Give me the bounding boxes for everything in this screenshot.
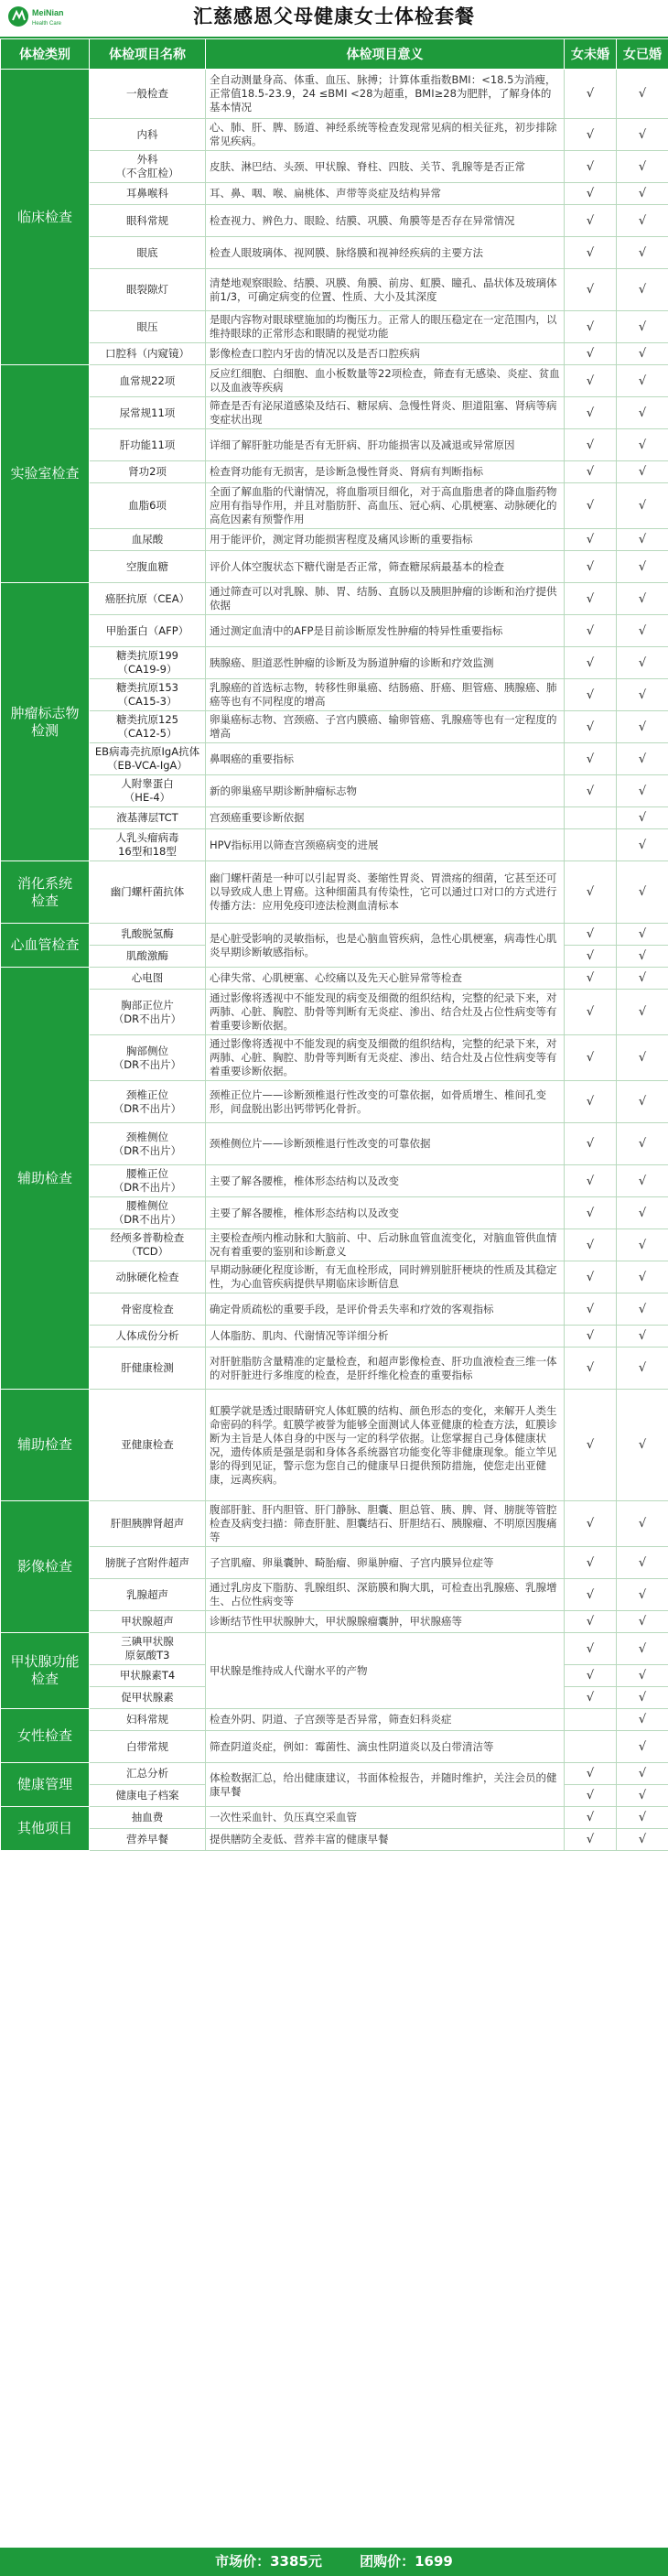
table-row bbox=[1, 1731, 668, 1763]
married-check: √ bbox=[617, 1081, 668, 1123]
married-check: √ bbox=[617, 429, 668, 461]
table-row bbox=[1, 461, 668, 483]
exam-item-name: 甲胎蛋白（AFP） bbox=[90, 615, 206, 647]
exam-item-name: 甲状腺超声 bbox=[90, 1611, 206, 1633]
exam-item-name: 骨密度检查 bbox=[90, 1293, 206, 1326]
exam-item-meaning: 体检数据汇总，给出健康建议，书面体检报告，并随时维护，关注会员的健康早餐 bbox=[206, 1763, 565, 1807]
exam-item-meaning: 卵巢癌标志物、宫颈癌、子宫内膜癌、输卵管癌、乳腺癌等也有一定程度的增高 bbox=[206, 711, 565, 743]
exam-item-meaning: 腹部肝脏、肝内胆管、肝门静脉、胆囊、胆总管、胰、脾、肾、膀胱等管腔检查及病变扫描：筛查肝脏、胆囊结石、肝胆结石、胰腺瘤、不明原因腹痛等 bbox=[206, 1501, 565, 1547]
unmarried-check: √ bbox=[565, 183, 617, 205]
unmarried-check: √ bbox=[565, 551, 617, 583]
exam-item-meaning: 主要了解各腰椎，椎体形态结构以及改变 bbox=[206, 1165, 565, 1197]
unmarried-check: √ bbox=[565, 205, 617, 237]
table-row bbox=[1, 1763, 668, 1785]
married-check: √ bbox=[617, 365, 668, 397]
exam-item-name: 眼裂隙灯 bbox=[90, 269, 206, 311]
exam-item-meaning: 人体脂肪、肌肉、代谢情况等详细分析 bbox=[206, 1326, 565, 1348]
exam-item-meaning: 乳腺癌的首选标志物，转移性卵巢癌、结肠癌、肝癌、胆管癌、胰腺癌、肺癌等也有不同程度的增高 bbox=[206, 679, 565, 711]
table-row bbox=[1, 1829, 668, 1851]
exam-item-name: 肝健康检测 bbox=[90, 1348, 206, 1390]
unmarried-check: √ bbox=[565, 1633, 617, 1665]
married-check: √ bbox=[617, 119, 668, 151]
unmarried-check: √ bbox=[565, 1293, 617, 1326]
married-check: √ bbox=[617, 711, 668, 743]
exam-item-name: 胸部正位片 （DR不出片） bbox=[90, 990, 206, 1035]
exam-item-name: 肌酸激酶 bbox=[90, 946, 206, 968]
exam-item-meaning: 心、肺、肝、脾、肠道、神经系统等检查发现常见病的相关征兆，初步排除常见疾病。 bbox=[206, 119, 565, 151]
exam-item-meaning: 检查外阴、阴道、子宫颈等是否异常，筛查妇科炎症 bbox=[206, 1709, 565, 1731]
exam-item-meaning: 通过乳房皮下脂肪、乳腺组织、深筋膜和胸大肌，可检查出乳腺癌、乳腺增生、占位性病变等 bbox=[206, 1579, 565, 1611]
table-row bbox=[1, 1709, 668, 1731]
married-check: √ bbox=[617, 397, 668, 429]
unmarried-check: √ bbox=[565, 1807, 617, 1829]
table-row bbox=[1, 1261, 668, 1293]
exam-item-meaning: 心律失常、心肌梗塞、心绞痛以及先天心脏异常等检查 bbox=[206, 968, 565, 990]
table-row bbox=[1, 205, 668, 237]
table-row bbox=[1, 1807, 668, 1829]
married-check: √ bbox=[617, 924, 668, 946]
exam-item-name: 眼压 bbox=[90, 311, 206, 343]
unmarried-check: √ bbox=[565, 1326, 617, 1348]
married-check: √ bbox=[617, 1807, 668, 1829]
exam-item-name: 腰椎侧位 （DR不出片） bbox=[90, 1197, 206, 1229]
unmarried-check: √ bbox=[565, 679, 617, 711]
married-check: √ bbox=[617, 1293, 668, 1326]
exam-item-name: 糖类抗原125 （CA12-5） bbox=[90, 711, 206, 743]
exam-item-name: 乳腺超声 bbox=[90, 1579, 206, 1611]
exam-item-name: 膀胱子宫附件超声 bbox=[90, 1547, 206, 1579]
exam-item-name: 血脂6项 bbox=[90, 483, 206, 529]
exam-item-meaning: 通过筛查可以对乳腺、肺、胃、结肠、直肠以及胰胆肿瘤的诊断和治疗提供依据 bbox=[206, 583, 565, 615]
table-row bbox=[1, 615, 668, 647]
exam-item-meaning: 对肝脏脂肪含量精准的定量检查，和超声影像检查、肝功血液检查三维一体的对肝脏进行多维度的检查，是肝纤维化检查的重要指标 bbox=[206, 1348, 565, 1390]
unmarried-check: √ bbox=[565, 1165, 617, 1197]
exam-item-meaning: 耳、鼻、咽、喉、扁桃体、声带等炎症及结构异常 bbox=[206, 183, 565, 205]
header-item: 体检项目名称 bbox=[90, 39, 206, 70]
exam-item-name: 动脉硬化检查 bbox=[90, 1261, 206, 1293]
header-meaning: 体检项目意义 bbox=[206, 39, 565, 70]
married-check: √ bbox=[617, 1165, 668, 1197]
unmarried-check: √ bbox=[565, 461, 617, 483]
exam-item-meaning: 胰腺癌、胆道恶性肿瘤的诊断及为肠道肿瘤的诊断和疗效监测 bbox=[206, 647, 565, 679]
unmarried-check: √ bbox=[565, 615, 617, 647]
unmarried-check: √ bbox=[565, 237, 617, 269]
married-check: √ bbox=[617, 343, 668, 365]
exam-item-name: 内科 bbox=[90, 119, 206, 151]
table-row bbox=[1, 529, 668, 551]
exam-item-name: 经颅多普勒检查 （TCD） bbox=[90, 1229, 206, 1261]
unmarried-check: √ bbox=[565, 1123, 617, 1165]
exam-item-meaning: 评价人体空腹状态下糖代谢是否正常，筛查糖尿病最基本的检查 bbox=[206, 551, 565, 583]
unmarried-check: √ bbox=[565, 1579, 617, 1611]
unmarried-check: √ bbox=[565, 311, 617, 343]
exam-item-name: 血常规22项 bbox=[90, 365, 206, 397]
exam-item-meaning: 主要检查颅内椎动脉和大脑前、中、后动脉血管血流变化，对脑血管供血情况有着重要的鉴别和诊断意义 bbox=[206, 1229, 565, 1261]
married-check: √ bbox=[617, 1579, 668, 1611]
exam-item-meaning: 筛查是否有泌尿道感染及结石、糖尿病、急慢性肾炎、胆道阻塞、肾病等病变症状出现 bbox=[206, 397, 565, 429]
exam-item-name: 外科 （不含肛检） bbox=[90, 151, 206, 183]
exam-item-name: EB病毒壳抗原IgA抗体（EB-VCA-IgA） bbox=[90, 743, 206, 775]
category-cell: 辅助检查 bbox=[1, 1390, 90, 1501]
unmarried-check: √ bbox=[565, 1611, 617, 1633]
table-row bbox=[1, 269, 668, 311]
exam-item-name: 眼科常规 bbox=[90, 205, 206, 237]
married-check: √ bbox=[617, 861, 668, 924]
married-check: √ bbox=[617, 807, 668, 829]
married-check: √ bbox=[617, 647, 668, 679]
table-row bbox=[1, 1633, 668, 1665]
exam-item-meaning: 诊断结节性甲状腺肿大，甲状腺腺瘤囊肿，甲状腺癌等 bbox=[206, 1611, 565, 1633]
table-row bbox=[1, 483, 668, 529]
table-row bbox=[1, 1501, 668, 1547]
exam-item-name: 营养早餐 bbox=[90, 1829, 206, 1851]
exam-item-meaning: 用于能评价，测定肾功能损害程度及痛风诊断的重要指标 bbox=[206, 529, 565, 551]
table-header-row bbox=[1, 39, 668, 70]
exam-package-table bbox=[0, 38, 668, 1851]
married-check: √ bbox=[617, 1687, 668, 1709]
exam-item-meaning: 宫颈癌重要诊断依据 bbox=[206, 807, 565, 829]
married-check: √ bbox=[617, 311, 668, 343]
exam-item-name: 肝胆胰脾肾超声 bbox=[90, 1501, 206, 1547]
exam-item-meaning: 颈椎正位片——诊断颈椎退行性改变的可靠依据，如骨质增生、椎间孔变形，间盘脱出影出钙带钙化骨折。 bbox=[206, 1081, 565, 1123]
table-row bbox=[1, 861, 668, 924]
exam-item-name: 血尿酸 bbox=[90, 529, 206, 551]
svg-text:Health Care: Health Care bbox=[32, 21, 62, 27]
table-row bbox=[1, 1326, 668, 1348]
exam-item-meaning: 全自动测量身高、体重、血压、脉搏；计算体重指数BMI：<18.5为消瘦，正常值18.5-23.9，24 ≤BMI <28为超重，BMI≥28为肥胖，了解身体的基本情况 bbox=[206, 70, 565, 119]
table-row bbox=[1, 968, 668, 990]
unmarried-check: √ bbox=[565, 269, 617, 311]
exam-item-name: 肾功2项 bbox=[90, 461, 206, 483]
unmarried-check bbox=[565, 829, 617, 861]
category-cell: 影像检查 bbox=[1, 1501, 90, 1633]
married-check: √ bbox=[617, 205, 668, 237]
exam-item-name: 颈椎正位 （DR不出片） bbox=[90, 1081, 206, 1123]
unmarried-check: √ bbox=[565, 1501, 617, 1547]
category-cell: 其他项目 bbox=[1, 1807, 90, 1851]
exam-item-name: 糖类抗原153 （CA15-3） bbox=[90, 679, 206, 711]
exam-item-name: 口腔科（内窥镜） bbox=[90, 343, 206, 365]
table-row bbox=[1, 743, 668, 775]
married-check: √ bbox=[617, 829, 668, 861]
unmarried-check: √ bbox=[565, 70, 617, 119]
exam-item-name: 三碘甲状腺 原氨酸T3 bbox=[90, 1633, 206, 1665]
married-check: √ bbox=[617, 529, 668, 551]
married-check: √ bbox=[617, 1123, 668, 1165]
exam-item-meaning: 反应红细胞、白细胞、血小板数量等22项检查，筛查有无感染、炎症、贫血以及血液等疾病 bbox=[206, 365, 565, 397]
married-check: √ bbox=[617, 1348, 668, 1390]
married-check: √ bbox=[617, 1197, 668, 1229]
table-row bbox=[1, 1123, 668, 1165]
group-price: 团购价：1699 bbox=[360, 2553, 453, 2570]
category-cell: 甲状腺功能 检查 bbox=[1, 1633, 90, 1709]
married-check: √ bbox=[617, 1665, 668, 1687]
category-cell: 健康管理 bbox=[1, 1763, 90, 1807]
unmarried-check: √ bbox=[565, 343, 617, 365]
exam-item-name: 眼底 bbox=[90, 237, 206, 269]
unmarried-check: √ bbox=[565, 1229, 617, 1261]
table-body bbox=[1, 70, 668, 1851]
exam-item-name: 颈椎侧位 （DR不出片） bbox=[90, 1123, 206, 1165]
unmarried-check: √ bbox=[565, 1687, 617, 1709]
married-check: √ bbox=[617, 679, 668, 711]
table-row bbox=[1, 990, 668, 1035]
table-row bbox=[1, 1229, 668, 1261]
table-row bbox=[1, 397, 668, 429]
married-check: √ bbox=[617, 1261, 668, 1293]
exam-item-meaning: 检查视力、辨色力、眼睑、结膜、巩膜、角膜等是否存在异常情况 bbox=[206, 205, 565, 237]
married-check: √ bbox=[617, 1547, 668, 1579]
unmarried-check: √ bbox=[565, 1348, 617, 1390]
married-check: √ bbox=[617, 483, 668, 529]
table-row bbox=[1, 1390, 668, 1501]
exam-item-name: 抽血费 bbox=[90, 1807, 206, 1829]
exam-item-meaning: 是眼内容物对眼球壁施加的均衡压力。正常人的眼压稳定在一定范围内，以维持眼球的正常形态和眼睛的视觉功能 bbox=[206, 311, 565, 343]
exam-item-meaning: 一次性采血针、负压真空采血管 bbox=[206, 1807, 565, 1829]
married-check: √ bbox=[617, 775, 668, 807]
married-check: √ bbox=[617, 1731, 668, 1763]
exam-item-name: 人乳头瘤病毒 16型和18型 bbox=[90, 829, 206, 861]
category-cell: 临床检查 bbox=[1, 70, 90, 365]
exam-item-name: 幽门螺杆菌抗体 bbox=[90, 861, 206, 924]
exam-item-meaning: 是心脏受影响的灵敏指标，也是心脑血管疾病，急性心肌梗塞，病毒性心肌炎早期诊断敏感指标。 bbox=[206, 924, 565, 968]
exam-item-name: 耳鼻喉科 bbox=[90, 183, 206, 205]
unmarried-check: √ bbox=[565, 861, 617, 924]
married-check: √ bbox=[617, 990, 668, 1035]
category-cell: 实验室检查 bbox=[1, 365, 90, 583]
married-check: √ bbox=[617, 1829, 668, 1851]
table-row bbox=[1, 1197, 668, 1229]
unmarried-check bbox=[565, 1731, 617, 1763]
market-price: 市场价：3385元 bbox=[215, 2553, 322, 2570]
unmarried-check: √ bbox=[565, 1390, 617, 1501]
table-row bbox=[1, 70, 668, 119]
exam-item-name: 胸部侧位 （DR不出片） bbox=[90, 1035, 206, 1081]
exam-item-meaning: 皮肤、淋巴结、头颈、甲状腺、脊柱、四肢、关节、乳腺等是否正常 bbox=[206, 151, 565, 183]
table-row bbox=[1, 1293, 668, 1326]
married-check: √ bbox=[617, 1785, 668, 1807]
married-check: √ bbox=[617, 1501, 668, 1547]
married-check: √ bbox=[617, 1709, 668, 1731]
category-cell: 肿瘤标志物 检测 bbox=[1, 583, 90, 861]
table-row bbox=[1, 711, 668, 743]
table-row bbox=[1, 311, 668, 343]
table-row bbox=[1, 119, 668, 151]
exam-item-name: 尿常规11项 bbox=[90, 397, 206, 429]
unmarried-check: √ bbox=[565, 583, 617, 615]
exam-item-meaning: 通过影像将透视中不能发现的病变及细微的组织结构，完整的纪录下来，对两肺、心脏、胸腔、肋骨等判断有无炎症、渗出、结合灶及占位性病变等有着重要诊断依据。 bbox=[206, 1035, 565, 1081]
table-row bbox=[1, 365, 668, 397]
exam-item-name: 人体成份分析 bbox=[90, 1326, 206, 1348]
exam-item-meaning: 子宫肌瘤、卵巢囊肿、畸胎瘤、卵巢肿瘤、子宫内膜异位症等 bbox=[206, 1547, 565, 1579]
married-check: √ bbox=[617, 1611, 668, 1633]
married-check: √ bbox=[617, 151, 668, 183]
exam-item-name: 促甲状腺素 bbox=[90, 1687, 206, 1709]
table-row bbox=[1, 151, 668, 183]
married-check: √ bbox=[617, 1633, 668, 1665]
table-row bbox=[1, 775, 668, 807]
unmarried-check bbox=[565, 807, 617, 829]
unmarried-check: √ bbox=[565, 946, 617, 968]
exam-item-name: 亚健康检查 bbox=[90, 1390, 206, 1501]
table-row bbox=[1, 343, 668, 365]
exam-item-meaning: 筛查阴道炎症，例如：霉菌性、滴虫性阴道炎以及白带清洁等 bbox=[206, 1731, 565, 1763]
exam-item-name: 甲状腺素T4 bbox=[90, 1665, 206, 1687]
table-row bbox=[1, 1611, 668, 1633]
exam-item-meaning: 新的卵巢癌早期诊断肿瘤标志物 bbox=[206, 775, 565, 807]
exam-item-meaning: 详细了解肝脏功能是否有无肝病、肝功能损害以及减退或异常原因 bbox=[206, 429, 565, 461]
table-row bbox=[1, 237, 668, 269]
category-cell: 心血管检查 bbox=[1, 924, 90, 968]
exam-item-name: 白带常规 bbox=[90, 1731, 206, 1763]
table-row bbox=[1, 807, 668, 829]
exam-item-meaning: 幽门螺杆菌是一种可以引起胃炎、萎缩性胃炎、胃溃疡的细菌，它甚至还可以导致成人患上胃癌。这种细菌具有传染性，它可以通过口对口的方式进行传播方法：应用免疫印迹法检测血清标本 bbox=[206, 861, 565, 924]
exam-item-name: 一般检查 bbox=[90, 70, 206, 119]
exam-item-name: 糖类抗原199 （CA19-9） bbox=[90, 647, 206, 679]
table-row bbox=[1, 1035, 668, 1081]
table-row bbox=[1, 647, 668, 679]
married-check: √ bbox=[617, 743, 668, 775]
unmarried-check: √ bbox=[565, 1261, 617, 1293]
married-check: √ bbox=[617, 237, 668, 269]
exam-item-meaning: 提供膳防全麦低、营养丰富的健康早餐 bbox=[206, 1829, 565, 1851]
unmarried-check bbox=[565, 1709, 617, 1731]
exam-item-meaning: 主要了解各腰椎，椎体形态结构以及改变 bbox=[206, 1197, 565, 1229]
table-row bbox=[1, 924, 668, 946]
exam-item-name: 心电图 bbox=[90, 968, 206, 990]
unmarried-check: √ bbox=[565, 483, 617, 529]
price-footer bbox=[0, 2548, 668, 2576]
exam-item-name: 人附睾蛋白 （HE-4） bbox=[90, 775, 206, 807]
header bbox=[0, 0, 668, 38]
unmarried-check: √ bbox=[565, 775, 617, 807]
unmarried-check: √ bbox=[565, 743, 617, 775]
exam-item-name: 健康电子档案 bbox=[90, 1785, 206, 1807]
exam-item-meaning: 确定骨质疏松的重要手段，是评价骨丢失率和疗效的客观指标 bbox=[206, 1293, 565, 1326]
category-cell: 女性检查 bbox=[1, 1709, 90, 1763]
unmarried-check: √ bbox=[565, 1547, 617, 1579]
unmarried-check: √ bbox=[565, 1829, 617, 1851]
exam-item-meaning: 检查人眼玻璃体、视网膜、脉络膜和视神经疾病的主要方法 bbox=[206, 237, 565, 269]
exam-item-name: 汇总分析 bbox=[90, 1763, 206, 1785]
header-unmarried: 女未婚 bbox=[565, 39, 617, 70]
exam-item-name: 腰椎正位 （DR不出片） bbox=[90, 1165, 206, 1197]
exam-item-name: 空腹血糖 bbox=[90, 551, 206, 583]
table-row bbox=[1, 1348, 668, 1390]
table-row bbox=[1, 551, 668, 583]
table-row bbox=[1, 1081, 668, 1123]
exam-item-meaning: 早期动脉硬化程度诊断，有无血栓形成，同时辨别脏肝梗块的性质及其稳定性，为心血管疾病提供早期临床诊断信息 bbox=[206, 1261, 565, 1293]
unmarried-check: √ bbox=[565, 429, 617, 461]
table-row bbox=[1, 829, 668, 861]
unmarried-check: √ bbox=[565, 1763, 617, 1785]
exam-item-meaning: 鼻咽癌的重要指标 bbox=[206, 743, 565, 775]
table-row bbox=[1, 1547, 668, 1579]
page-title: 汇慈感恩父母健康女士体检套餐 bbox=[193, 5, 475, 27]
table-row bbox=[1, 679, 668, 711]
married-check: √ bbox=[617, 551, 668, 583]
table-row bbox=[1, 183, 668, 205]
unmarried-check: √ bbox=[565, 1035, 617, 1081]
unmarried-check: √ bbox=[565, 151, 617, 183]
unmarried-check: √ bbox=[565, 711, 617, 743]
married-check: √ bbox=[617, 968, 668, 990]
exam-item-meaning: 通过影像将透视中不能发现的病变及细微的组织结构，完整的纪录下来，对两肺、心脏、胸腔、肋骨等判断有无炎症、渗出、结合灶及占位性病变等有着重要诊断依据。 bbox=[206, 990, 565, 1035]
unmarried-check: √ bbox=[565, 990, 617, 1035]
exam-item-name: 乳酸脱氢酶 bbox=[90, 924, 206, 946]
exam-item-meaning: 检查肾功能有无损害，是诊断急慢性肾炎、肾病有判断指标 bbox=[206, 461, 565, 483]
category-cell: 消化系统 检查 bbox=[1, 861, 90, 924]
exam-item-name: 妇科常规 bbox=[90, 1709, 206, 1731]
table-row bbox=[1, 1165, 668, 1197]
married-check: √ bbox=[617, 615, 668, 647]
married-check: √ bbox=[617, 946, 668, 968]
married-check: √ bbox=[617, 1390, 668, 1501]
table-row bbox=[1, 429, 668, 461]
unmarried-check: √ bbox=[565, 529, 617, 551]
married-check: √ bbox=[617, 1035, 668, 1081]
table-row bbox=[1, 583, 668, 615]
married-check: √ bbox=[617, 70, 668, 119]
exam-item-name: 癌胚抗原（CEA） bbox=[90, 583, 206, 615]
exam-item-meaning: 虹膜学就是透过眼睛研究人体虹膜的结构、颜色形态的变化，来解开人类生命密码的科学。虹膜学被誉为能够全面测试人体亚健康的检查方法，虹膜诊断为主旨是人体自身的中医与一定的科学依据。让您掌握自己身体健康状况，遗传体质是强是弱和身体各系统器官功能变化等非健康现象。能立竿见影的得到见证，警示您为您自己的健康早日提供预防措施，使您走出亚健康，远离疾病。 bbox=[206, 1390, 565, 1501]
married-check: √ bbox=[617, 269, 668, 311]
svg-text:MeiNian: MeiNian bbox=[32, 8, 64, 17]
header-category: 体检类别 bbox=[1, 39, 90, 70]
married-check: √ bbox=[617, 461, 668, 483]
exam-item-name: 肝功能11项 bbox=[90, 429, 206, 461]
category-cell: 辅助检查 bbox=[1, 968, 90, 1390]
table-row bbox=[1, 1579, 668, 1611]
exam-item-meaning: 影像检查口腔内牙齿的情况以及是否口腔疾病 bbox=[206, 343, 565, 365]
married-check: √ bbox=[617, 1229, 668, 1261]
exam-item-meaning: 全面了解血脂的代谢情况，将血脂项目细化，对于高血脂患者的降血脂药物应用有指导作用，并且对脂肪肝、高血压、冠心病、心肌梗塞、动脉硬化的高危因素有预警作用 bbox=[206, 483, 565, 529]
married-check: √ bbox=[617, 583, 668, 615]
exam-item-meaning: 颈椎侧位片——诊断颈椎退行性改变的可靠依据 bbox=[206, 1123, 565, 1165]
married-check: √ bbox=[617, 1763, 668, 1785]
unmarried-check: √ bbox=[565, 968, 617, 990]
married-check: √ bbox=[617, 183, 668, 205]
unmarried-check: √ bbox=[565, 119, 617, 151]
exam-item-meaning: 清楚地观察眼睑、结膜、巩膜、角膜、前房、虹膜、瞳孔、晶状体及玻璃体前1/3，可确定病变的位置、性质、大小及其深度 bbox=[206, 269, 565, 311]
unmarried-check: √ bbox=[565, 1665, 617, 1687]
unmarried-check: √ bbox=[565, 1081, 617, 1123]
unmarried-check: √ bbox=[565, 647, 617, 679]
unmarried-check: √ bbox=[565, 397, 617, 429]
exam-item-name: 液基薄层TCT bbox=[90, 807, 206, 829]
unmarried-check: √ bbox=[565, 365, 617, 397]
unmarried-check: √ bbox=[565, 924, 617, 946]
married-check: √ bbox=[617, 1326, 668, 1348]
exam-item-meaning: HPV指标用以筛查宫颈癌病变的进展 bbox=[206, 829, 565, 861]
exam-item-meaning: 通过测定血清中的AFP是目前诊断原发性肿瘤的特异性重要指标 bbox=[206, 615, 565, 647]
header-married: 女已婚 bbox=[617, 39, 668, 70]
unmarried-check: √ bbox=[565, 1785, 617, 1807]
exam-item-meaning: 甲状腺是维持成人代谢水平的产物 bbox=[206, 1633, 565, 1709]
unmarried-check: √ bbox=[565, 1197, 617, 1229]
